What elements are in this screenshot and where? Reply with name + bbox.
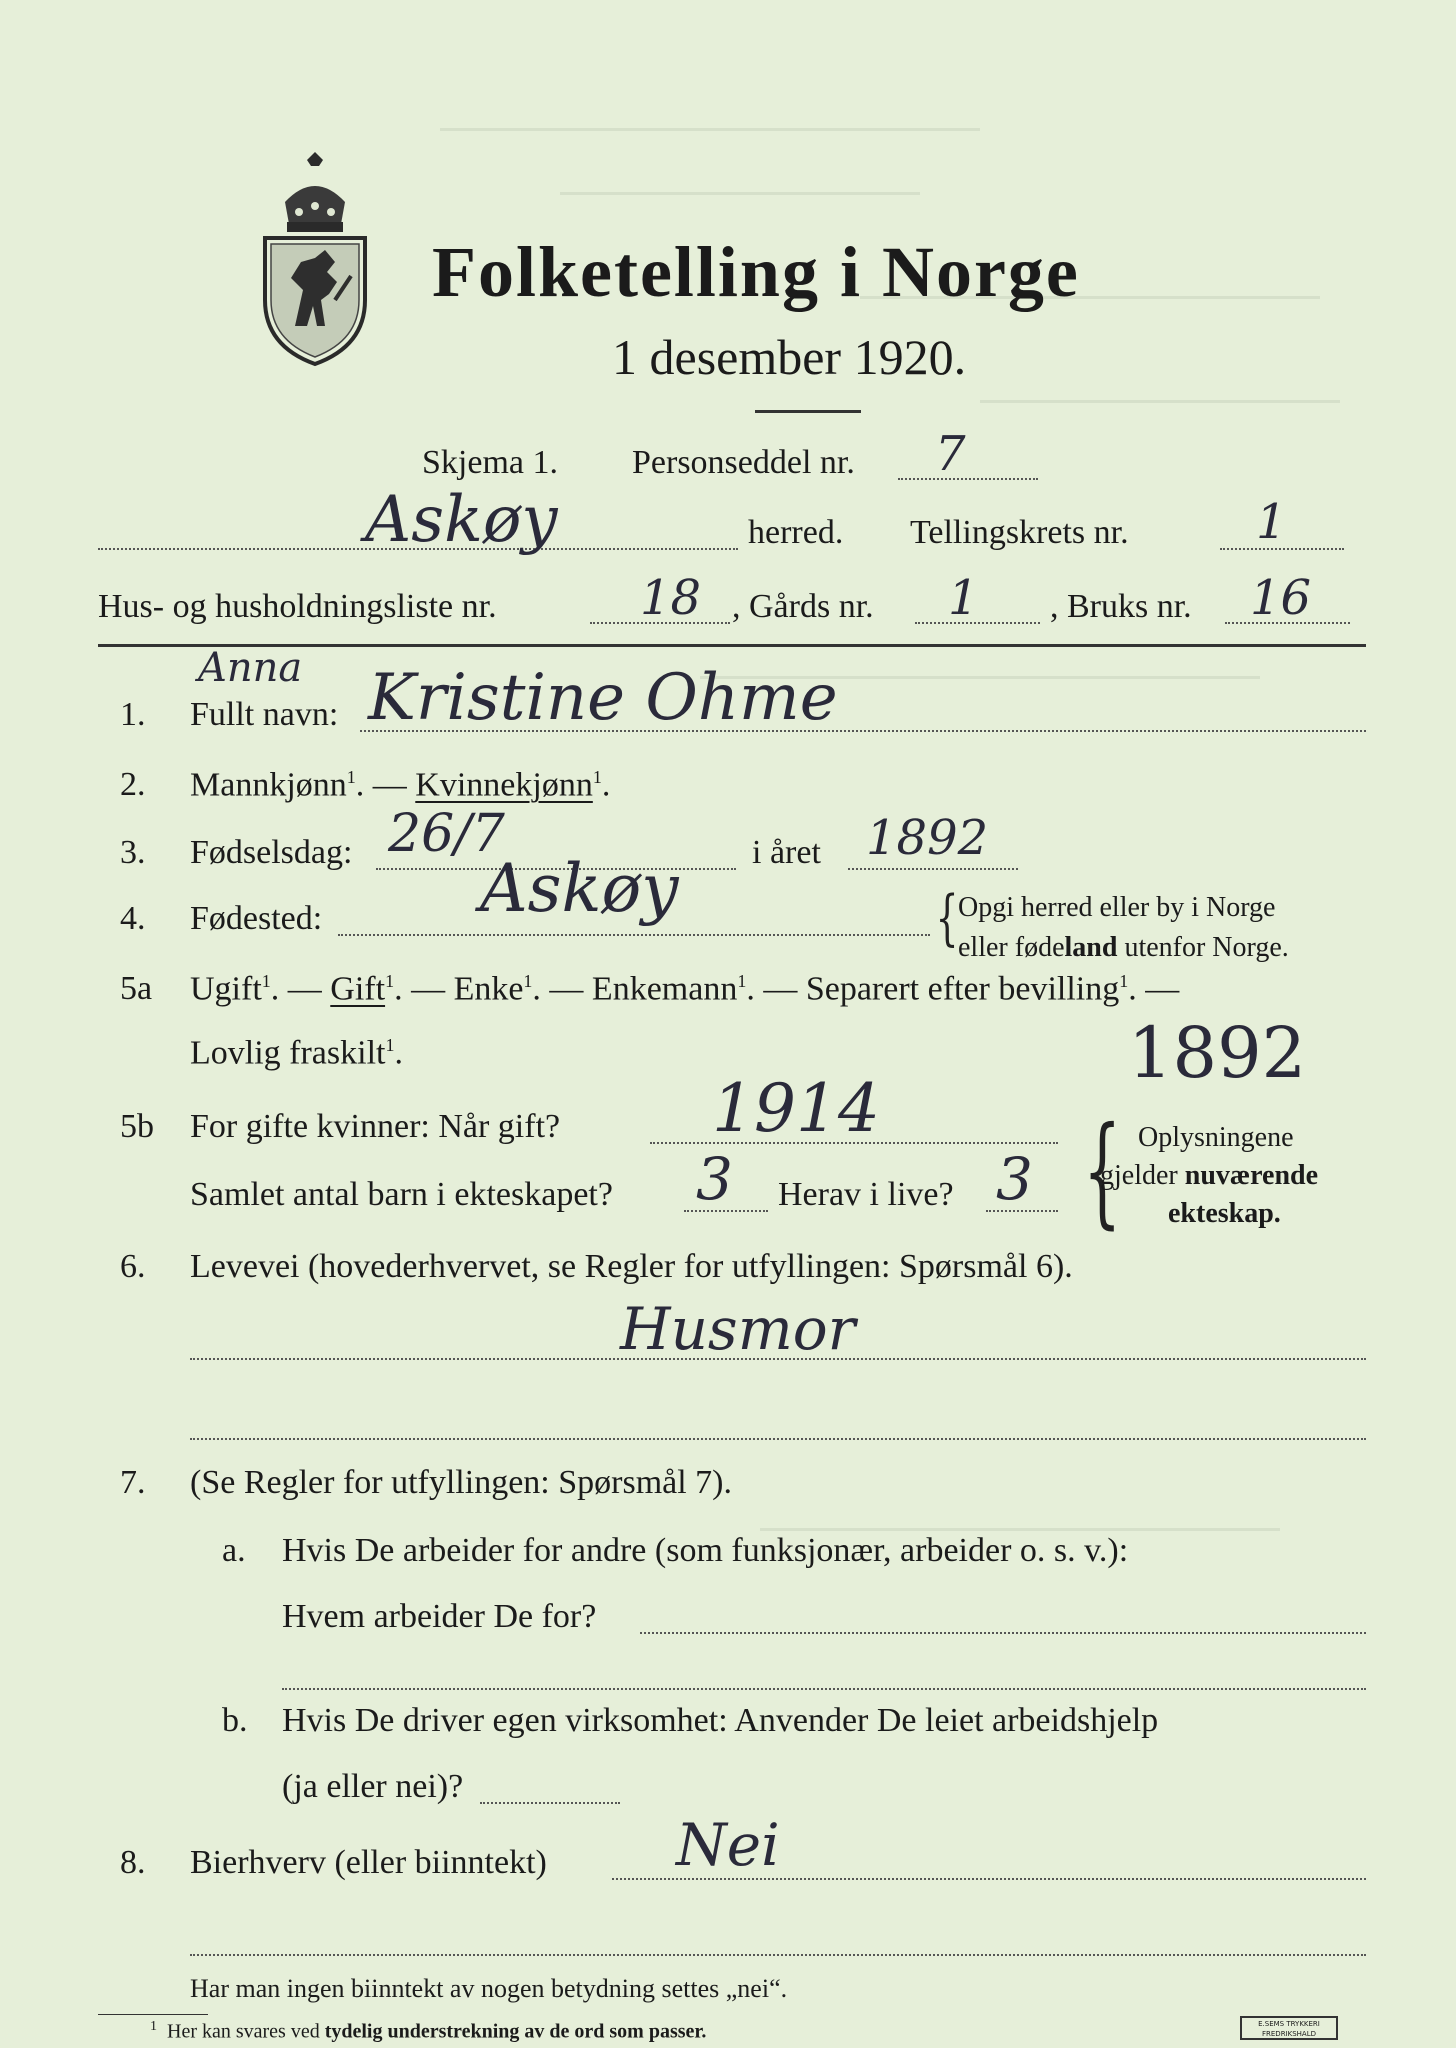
- married-when-label: For gifte kvinner: Når gift?: [190, 1108, 561, 1145]
- birthday-label: Fødselsdag:: [190, 834, 353, 871]
- birthplace-note-brace: {: [935, 883, 959, 953]
- occupation-label: Levevei (hovederhvervet, se Regler for utfyllingen: Spørsmål 6).: [190, 1248, 1073, 1285]
- birth-year-value: 1892: [866, 810, 989, 866]
- footnote: $^1$ Her kan svares ved tydelig understrekning av de ord som passer.: [150, 2019, 707, 2043]
- bleed-through-line: [760, 1528, 1280, 1531]
- herred-value: Askøy: [365, 483, 558, 557]
- birthday-value: 26/7: [388, 804, 505, 864]
- occupation-line-2: [190, 1438, 1366, 1440]
- title-divider: [755, 410, 861, 413]
- q7a-employer-line-2: [282, 1688, 1366, 1690]
- margin-note-year: 1892: [1128, 1012, 1307, 1094]
- full-name-label: Fullt navn:: [190, 696, 339, 733]
- q7b-hired-help-label: (ja eller nei)?: [282, 1768, 464, 1805]
- marriage-note-line3: ekteskap.: [1168, 1198, 1281, 1229]
- q6-number: 6.: [120, 1248, 146, 1285]
- tellingskrets-label: Tellingskrets nr.: [910, 514, 1129, 551]
- personseddel-label: Personseddel nr.: [632, 444, 855, 481]
- marriage-note-brace: {: [1083, 1102, 1122, 1241]
- q8-number: 8.: [120, 1844, 146, 1881]
- gards-value: 1: [948, 570, 979, 626]
- footer-note: Har man ingen biinntekt av nogen betydning settes „nei“.: [190, 1974, 788, 2003]
- birth-year-line: [848, 868, 1018, 870]
- bleed-through-line: [560, 192, 920, 195]
- birthplace-note-line1: Opgi herred eller by i Norge: [958, 892, 1276, 923]
- marriage-note-line2: gjelder nuværende: [1100, 1160, 1319, 1191]
- q7-number: 7.: [120, 1464, 146, 1501]
- alive-label: Herav i live?: [778, 1176, 954, 1213]
- q7b-letter: b.: [222, 1702, 248, 1739]
- side-income-line-2: [190, 1954, 1366, 1956]
- marriage-note-line1: Oplysningene: [1138, 1122, 1294, 1153]
- female-option-underlined: Kvinnekjønn: [415, 766, 593, 804]
- side-income-value: Nei: [676, 1811, 780, 1879]
- tellingskrets-value: 1: [1256, 494, 1287, 550]
- birth-year-label: i året: [752, 834, 821, 871]
- q5b-number: 5b: [120, 1108, 154, 1145]
- q4-number: 4.: [120, 900, 146, 937]
- occupation-value: Husmor: [620, 1295, 856, 1363]
- alive-value: 3: [996, 1145, 1033, 1213]
- marital-status-options: Ugift$^1$. — Gift$^1$. — Enke$^1$. — Enkemann$^1$. — Separert efter bevilling$^1$. —: [190, 970, 1180, 1008]
- personseddel-line: [898, 478, 1038, 480]
- full-name-first-value: Anna: [198, 645, 303, 691]
- q3-number: 3.: [120, 834, 146, 871]
- full-name-value: Kristine Ohme: [368, 661, 838, 735]
- bruks-value: 16: [1250, 570, 1312, 626]
- children-value: 3: [696, 1145, 733, 1213]
- form-date: 1 desember 1920.: [612, 329, 967, 385]
- schema-label: Skjema 1.: [422, 444, 558, 481]
- norwegian-coat-of-arms-icon: [255, 150, 375, 368]
- side-income-label: Bierhverv (eller biinntekt): [190, 1844, 547, 1881]
- q7a-line1: Hvis De arbeider for andre (som funksjonær, arbeider o. s. v.):: [282, 1532, 1129, 1569]
- q7a-employer-label: Hvem arbeider De for?: [282, 1598, 597, 1635]
- birthplace-line: [338, 934, 930, 936]
- gift-option-underlined: Gift: [330, 970, 386, 1008]
- bleed-through-line: [440, 128, 980, 131]
- birthplace-label: Fødested:: [190, 900, 323, 937]
- footnote-rule: [98, 2014, 208, 2015]
- husliste-label: Hus- og husholdningsliste nr.: [98, 588, 497, 625]
- fraskilt-option: Lovlig fraskilt$^1$.: [190, 1034, 403, 1072]
- q7b-line1: Hvis De driver egen virksomhet: Anvender De leiet arbeidshjelp: [282, 1702, 1159, 1739]
- sex-options: Mannkjønn$^1$. — Kvinnekjønn$^1$.: [190, 766, 611, 804]
- q7b-hired-help-line: [480, 1802, 620, 1804]
- printer-mark: E.SEMS TRYKKERI FREDRIKSHALD: [1240, 2016, 1338, 2040]
- q2-number: 2.: [120, 766, 146, 803]
- bruks-label: , Bruks nr.: [1050, 588, 1192, 625]
- q5a-number: 5a: [120, 970, 153, 1007]
- gards-label: , Gårds nr.: [732, 588, 874, 625]
- q7a-letter: a.: [222, 1532, 246, 1569]
- birthplace-value: Askøy: [480, 850, 679, 927]
- husliste-value: 18: [640, 570, 702, 626]
- bleed-through-line: [980, 400, 1340, 403]
- married-when-value: 1914: [712, 1070, 880, 1147]
- children-label: Samlet antal barn i ekteskapet?: [190, 1176, 613, 1213]
- herred-label: herred.: [748, 514, 844, 551]
- form-title: Folketelling i Norge: [432, 232, 1080, 312]
- q1-number: 1.: [120, 696, 146, 733]
- birthplace-note-line2: eller fødeland utenfor Norge.: [958, 932, 1289, 963]
- occupation-line-1: [190, 1358, 1366, 1360]
- personseddel-value: 7: [935, 426, 966, 482]
- q7-label: (Se Regler for utfyllingen: Spørsmål 7).: [190, 1464, 733, 1501]
- male-option: Mannkjønn: [190, 766, 347, 804]
- q7a-employer-line: [640, 1632, 1366, 1634]
